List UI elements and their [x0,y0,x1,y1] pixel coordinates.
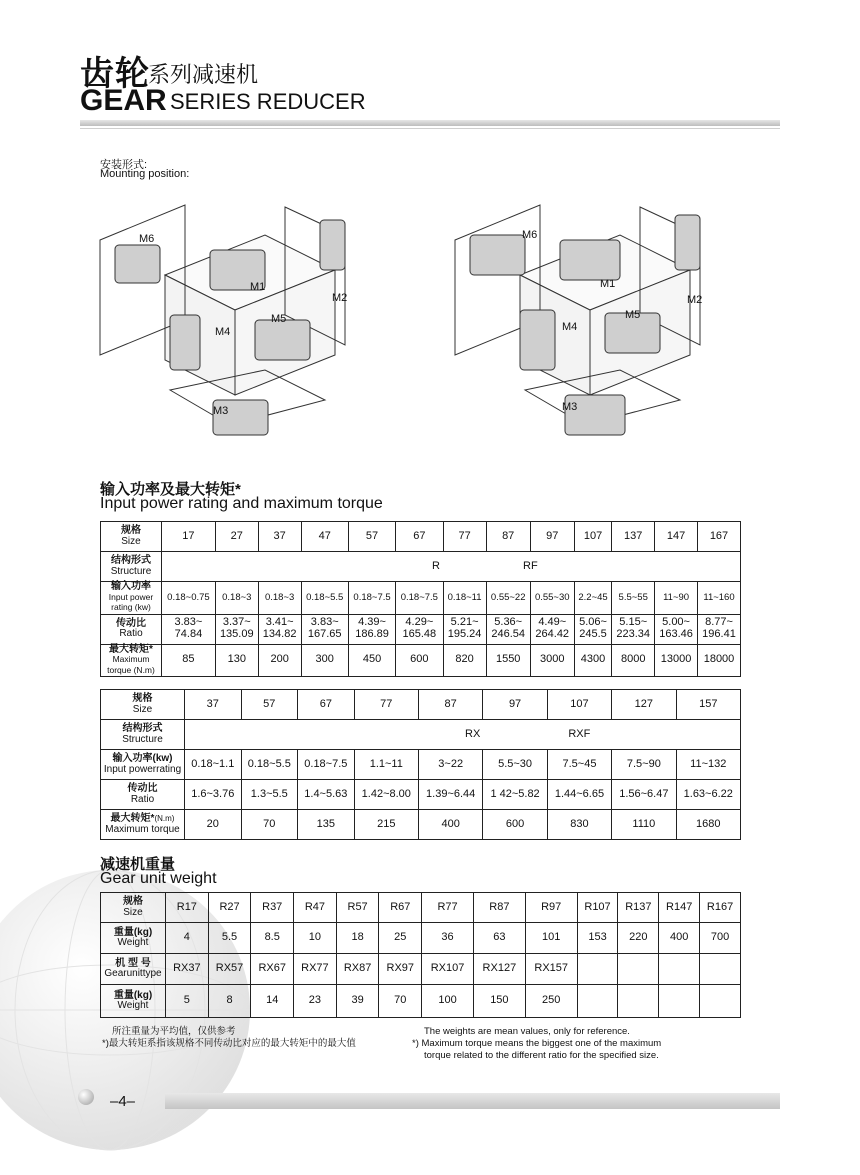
section2-title-cn: 减速机重量 [100,856,176,873]
torque-cell: 135 [298,810,355,840]
label-m2: M2 [332,292,348,304]
weight-cell: 10 [294,923,337,954]
empty-cell [577,985,618,1018]
power-cell: 3~22 [418,750,482,780]
size-cell: 157 [676,690,740,720]
size-cell: 97 [530,522,574,552]
empty-cell [577,954,618,985]
empty-cell [700,985,741,1018]
torque-cell: 1110 [612,810,676,840]
ratio-cell: 1 42~5.82 [483,780,547,810]
type-row [101,954,741,985]
torque-cell: 200 [258,644,301,677]
size-cell: R57 [336,893,379,923]
torque-cell: 20 [185,810,242,840]
type-cell: RX157 [525,954,577,985]
torque-cell: 215 [354,810,418,840]
size-row [101,690,741,720]
weight-label-cell: 重量(kg) Weight [101,923,166,954]
size-label-cell: 规格 Size [101,690,185,720]
power-cell: 0.18~5.5 [241,750,298,780]
label-m1: M1 [600,278,616,290]
power-cell: 5.5~55 [612,582,655,615]
ratio-cell: 5.21~ 195.24 [443,614,486,644]
power-cell: 7.5~45 [547,750,611,780]
ratio-cell: 3.41~ 134.82 [258,614,301,644]
type-label-cell: 机 型 号 Gearunittype [101,954,166,985]
torque-cell: 450 [348,644,395,677]
weight2-cell: 150 [473,985,525,1018]
power-cell: 0.18~1.1 [185,750,242,780]
structure-value-cell [162,552,741,582]
torque-cell: 70 [241,810,298,840]
size-cell: 67 [396,522,443,552]
size-row [101,522,741,552]
torque-cell: 830 [547,810,611,840]
ratio-cell: 4.39~ 186.89 [348,614,395,644]
size-cell: 107 [547,690,611,720]
ratio-cell: 8.77~ 196.41 [698,614,741,644]
power-cell: 0.18~7.5 [396,582,443,615]
power-cell: 2.2~45 [574,582,612,615]
empty-cell [659,985,700,1018]
size-cell: R87 [473,893,525,923]
power-cell: 1.1~11 [354,750,418,780]
torque-label-cell: 最大转矩* Maximum torque (N.m) [101,644,162,677]
size-cell: 167 [698,522,741,552]
weight2-cell: 100 [422,985,474,1018]
power-cell: 0.18~0.75 [162,582,216,615]
subtitle-en: SERIES REDUCER [170,89,366,114]
ratio-cell: 1.39~6.44 [418,780,482,810]
size-cell: 47 [301,522,348,552]
torque-cell: 400 [418,810,482,840]
power-cell: 7.5~90 [612,750,676,780]
size-cell: R17 [166,893,209,923]
power-label-cell: 输入功率(kw) Input powerrating [101,750,185,780]
size-cell: R77 [422,893,474,923]
section1-title-en: Input power rating and maximum torque [100,495,383,512]
ratio-cell: 3.83~ 74.84 [162,614,216,644]
torque-cell: 18000 [698,644,741,677]
label-m1: M1 [250,281,266,293]
torque-cell: 300 [301,644,348,677]
torque-cell: 820 [443,644,486,677]
ratio-cell: 1.44~6.65 [547,780,611,810]
ratio-row [101,614,741,644]
note-en-1: The weights are mean values, only for reference. [424,1026,630,1037]
ratio-cell: 4.29~ 165.48 [396,614,443,644]
torque-row [101,810,741,840]
weight-cell: 400 [659,923,700,954]
type-cell: RX37 [166,954,209,985]
label-m3: M3 [562,401,578,413]
power-torque-table-rx [100,689,741,840]
weight2-cell: 8 [208,985,251,1018]
type-cell: RX87 [336,954,379,985]
ratio-cell: 5.00~ 163.46 [655,614,698,644]
section2-title-en: Gear unit weight [100,870,217,887]
size-cell: R107 [577,893,618,923]
power-cell: 11~132 [676,750,740,780]
weight2-cell: 250 [525,985,577,1018]
weight-cell: 25 [379,923,422,954]
weight-cell: 700 [700,923,741,954]
ratio-label-cell: 传动比 Ratio [101,614,162,644]
note-cn-1: 所注重量为平均值，仅供参考 [112,1026,236,1037]
weight-cell: 153 [577,923,618,954]
size-cell: 57 [241,690,298,720]
ratio-cell: 1.6~3.76 [185,780,242,810]
structure-label-cell: 结构形式 Structure [101,720,185,750]
title-en: GEAR [80,84,167,117]
weight-cell: 4 [166,923,209,954]
size-cell: 67 [298,690,355,720]
size-cell: 17 [162,522,216,552]
structure-label-cell: 结构形式 Structure [101,552,162,582]
weight-cell: 36 [422,923,474,954]
empty-cell [618,985,659,1018]
size-cell: R137 [618,893,659,923]
mounting-label-cn: 安装形式: [100,159,148,171]
torque-cell: 8000 [612,644,655,677]
ratio-label-cell: 传动比 Ratio [101,780,185,810]
size-cell: R47 [294,893,337,923]
footer-dot [78,1089,94,1105]
structure-r: R [432,559,440,572]
note-cn-2: *)最大转矩系指该规格不同传动比对应的最大转矩中的最大值 [102,1037,356,1049]
torque-row [101,644,741,677]
torque-label-cell: 最大转矩*(N.m) Maximum torque [101,810,185,840]
note-en-3: torque related to the different ratio for the specified size. [424,1049,659,1061]
structure-row [101,552,741,582]
label-m5: M5 [271,313,287,325]
weight2-cell: 14 [251,985,294,1018]
size-cell: 27 [215,522,258,552]
size-label-cell: 规格 Size [101,893,166,923]
structure-rxf: RXF [568,727,591,740]
power-label-cell: 输入功率 Input power rating (kw) [101,582,162,615]
header-rule [80,120,780,126]
label-m4: M4 [562,321,578,333]
mounting-diagram-right [455,205,702,435]
notes-cn [102,1026,402,1050]
size-cell: R37 [251,893,294,923]
torque-cell: 13000 [655,644,698,677]
size-cell: 87 [418,690,482,720]
weight-cell: 5.5 [208,923,251,954]
ratio-cell: 5.36~ 246.54 [486,614,530,644]
mounting-diagrams [95,195,745,465]
ratio-row [101,780,741,810]
title-cn: 齿轮 [80,55,150,93]
torque-cell: 85 [162,644,216,677]
empty-cell [618,954,659,985]
power-cell: 11~90 [655,582,698,615]
power-cell: 0.18~7.5 [298,750,355,780]
weight-cell: 101 [525,923,577,954]
weight2-row [101,985,741,1018]
label-m2: M2 [687,294,703,306]
size-cell: 97 [483,690,547,720]
weight-cell: 63 [473,923,525,954]
section1-title-cn: 输入功率及最大转矩* [100,481,241,498]
ratio-cell: 1.63~6.22 [676,780,740,810]
mounting-label-en: Mounting position: [100,168,190,180]
footer-bar [165,1093,780,1109]
type-cell: RX107 [422,954,474,985]
power-torque-table-r [100,521,741,677]
ratio-cell: 3.37~ 135.09 [215,614,258,644]
ratio-cell: 4.49~ 264.42 [530,614,574,644]
mounting-diagram-left [100,205,347,435]
power-row [101,750,741,780]
label-m3: M3 [213,405,229,417]
weight-cell: 18 [336,923,379,954]
size-row [101,893,741,923]
ratio-cell: 1.4~5.63 [298,780,355,810]
empty-cell [700,954,741,985]
ratio-cell: 1.3~5.5 [241,780,298,810]
power-cell: 0.55~22 [486,582,530,615]
size-cell: 37 [185,690,242,720]
header-rule-thin [80,128,780,129]
type-cell: RX127 [473,954,525,985]
weight2-cell: 70 [379,985,422,1018]
torque-cell: 4300 [574,644,612,677]
ratio-cell: 5.15~ 223.34 [612,614,655,644]
structure-rx: RX [465,727,481,740]
power-cell: 0.55~30 [530,582,574,615]
size-cell: 77 [354,690,418,720]
label-m6: M6 [522,229,538,241]
power-cell: 0.18~5.5 [301,582,348,615]
label-m5: M5 [625,309,641,321]
size-cell: 87 [486,522,530,552]
torque-cell: 600 [396,644,443,677]
size-cell: 107 [574,522,612,552]
weight-cell: 220 [618,923,659,954]
weight-cell: 8.5 [251,923,294,954]
power-cell: 0.18~3 [215,582,258,615]
weight2-cell: 39 [336,985,379,1018]
notes-en [412,1026,712,1062]
power-cell: 0.18~3 [258,582,301,615]
ratio-cell: 3.83~ 167.65 [301,614,348,644]
torque-cell: 600 [483,810,547,840]
torque-cell: 1680 [676,810,740,840]
size-cell: 127 [612,690,676,720]
ratio-cell: 5.06~ 245.5 [574,614,612,644]
weight-row [101,923,741,954]
size-cell: R147 [659,893,700,923]
power-cell: 11~160 [698,582,741,615]
weight2-cell: 23 [294,985,337,1018]
size-cell: 57 [348,522,395,552]
structure-rf: RF [523,559,538,572]
subtitle-cn: 系列减速机 [148,62,259,87]
ratio-cell: 1.42~8.00 [354,780,418,810]
empty-cell [659,954,700,985]
structure-value-cell [185,720,741,750]
size-cell: R167 [700,893,741,923]
size-cell: 147 [655,522,698,552]
power-row [101,582,741,615]
size-cell: R67 [379,893,422,923]
torque-cell: 3000 [530,644,574,677]
structure-row [101,720,741,750]
page-number: –4– [110,1093,136,1110]
size-cell: R97 [525,893,577,923]
power-cell: 0.18~11 [443,582,486,615]
type-cell: RX77 [294,954,337,985]
size-cell: R27 [208,893,251,923]
power-cell: 5.5~30 [483,750,547,780]
size-cell: 37 [258,522,301,552]
torque-cell: 1550 [486,644,530,677]
power-cell: 0.18~7.5 [348,582,395,615]
weight2-label-cell: 重量(kg) Weight [101,985,166,1018]
label-m6: M6 [139,233,155,245]
weight-table [100,892,741,1018]
type-cell: RX67 [251,954,294,985]
size-cell: 77 [443,522,486,552]
label-m4: M4 [215,326,231,338]
weight2-cell: 5 [166,985,209,1018]
note-en-2: *) Maximum torque means the biggest one of the maximum [412,1037,662,1049]
torque-cell: 130 [215,644,258,677]
type-cell: RX57 [208,954,251,985]
type-cell: RX97 [379,954,422,985]
ratio-cell: 1.56~6.47 [612,780,676,810]
size-label-cell: 规格 Size [101,522,162,552]
size-cell: 137 [612,522,655,552]
